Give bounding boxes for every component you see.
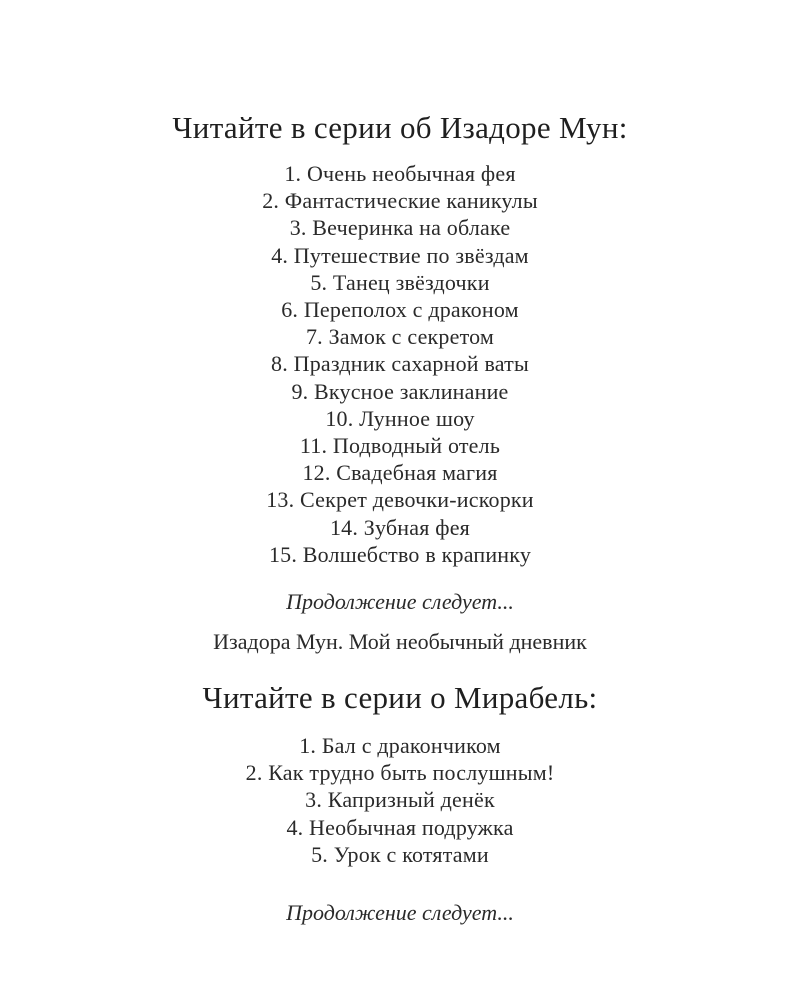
list-item: 7. Замок с секретом bbox=[305, 324, 495, 350]
list-item: 14. Зубная фея bbox=[329, 514, 471, 540]
mirabelle-continued-note: Продолжение следует... bbox=[286, 900, 514, 926]
list-item: 12. Свадебная магия bbox=[302, 460, 498, 486]
list-item: 10. Лунное шоу bbox=[325, 405, 475, 431]
isadora-series-heading: Читайте в серии об Изадоре Мун: bbox=[172, 110, 628, 145]
list-item: 5. Танец звёздочки bbox=[310, 269, 490, 295]
list-item: 15. Волшебство в крапинку bbox=[268, 541, 532, 567]
list-item: 4. Путешествие по звёздам bbox=[271, 242, 529, 268]
mirabelle-book-list bbox=[0, 732, 800, 868]
list-item: 3. Капризный денёк bbox=[305, 787, 495, 813]
list-item: 9. Вкусное заклинание bbox=[291, 378, 509, 404]
mirabelle-series-heading: Читайте в серии о Мирабель: bbox=[202, 680, 598, 716]
list-item: 13. Секрет девочки-искорки bbox=[266, 487, 534, 513]
isadora-book-list bbox=[0, 160, 800, 568]
list-item: 6. Переполох с драконом bbox=[281, 297, 519, 323]
isadora-continued-note: Продолжение следует... bbox=[286, 589, 514, 615]
list-item: 3. Вечеринка на облаке bbox=[289, 215, 511, 241]
list-item: 4. Необычная подружка bbox=[286, 814, 514, 840]
list-item: 2. Фантастические каникулы bbox=[262, 188, 538, 214]
list-item: 11. Подводный отель bbox=[299, 433, 501, 459]
list-item: 5. Урок с котятами bbox=[311, 841, 489, 867]
list-item: 1. Очень необычная фея bbox=[284, 161, 516, 186]
isadora-diary-title: Изадора Мун. Мой необычный дневник bbox=[213, 629, 587, 655]
list-item: 8. Праздник сахарной ваты bbox=[271, 351, 529, 377]
list-item: 2. Как трудно быть послушным! bbox=[245, 760, 555, 786]
list-item: 1. Бал с дракончиком bbox=[299, 733, 501, 759]
